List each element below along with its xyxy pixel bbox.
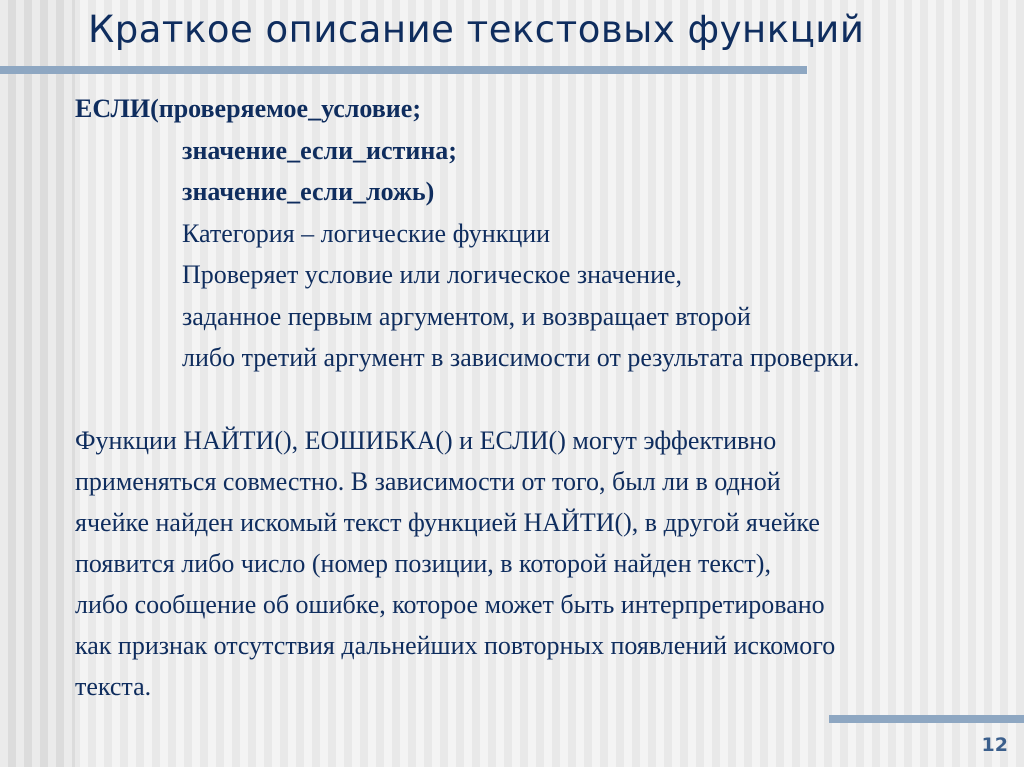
paragraph-line-3: ячейке найден искомый текст функцией НАЙТИ(), в другой ячейке [75,508,820,537]
syntax-line-3: значение_если_ложь) [182,177,435,206]
paragraph-line-4: появится либо число (номер позиции, в которой найден текст), [75,549,771,578]
paragraph-line-1: Функции НАЙТИ(), ЕОШИБКА() и ЕСЛИ() могут эффективно [75,426,777,455]
paragraph-spacer [75,379,1015,421]
paragraph-line-5: либо сообщение об ошибке, которое может быть интерпретировано [75,590,825,619]
title-underline-rule [0,66,807,74]
syntax-line-1: ЕСЛИ(проверяемое_условие; [75,94,421,123]
left-stripe-band [0,0,75,767]
paragraph-line-7: текста. [75,672,152,701]
page-number: 12 [981,734,1008,756]
slide-body [75,88,1015,707]
paragraph-line-6: как признак отсутствия дальнейших повторных появлений искомого [75,631,836,660]
syntax-line-2: значение_если_истина; [182,135,457,165]
description-line-3: либо третий аргумент в зависимости от результата проверки. [182,343,860,372]
description-line-1: Проверяет условие или логическое значение, [182,260,683,289]
description-line-2: заданное первым аргументом, и возвращает второй [182,301,751,331]
slide-title: Краткое описание текстовых функций [88,8,865,51]
footer-rule [829,715,1024,723]
function-category: Категория – логические функции [182,218,551,248]
paragraph-line-2: применяться совместно. В зависимости от того, был ли в одной [75,467,781,496]
